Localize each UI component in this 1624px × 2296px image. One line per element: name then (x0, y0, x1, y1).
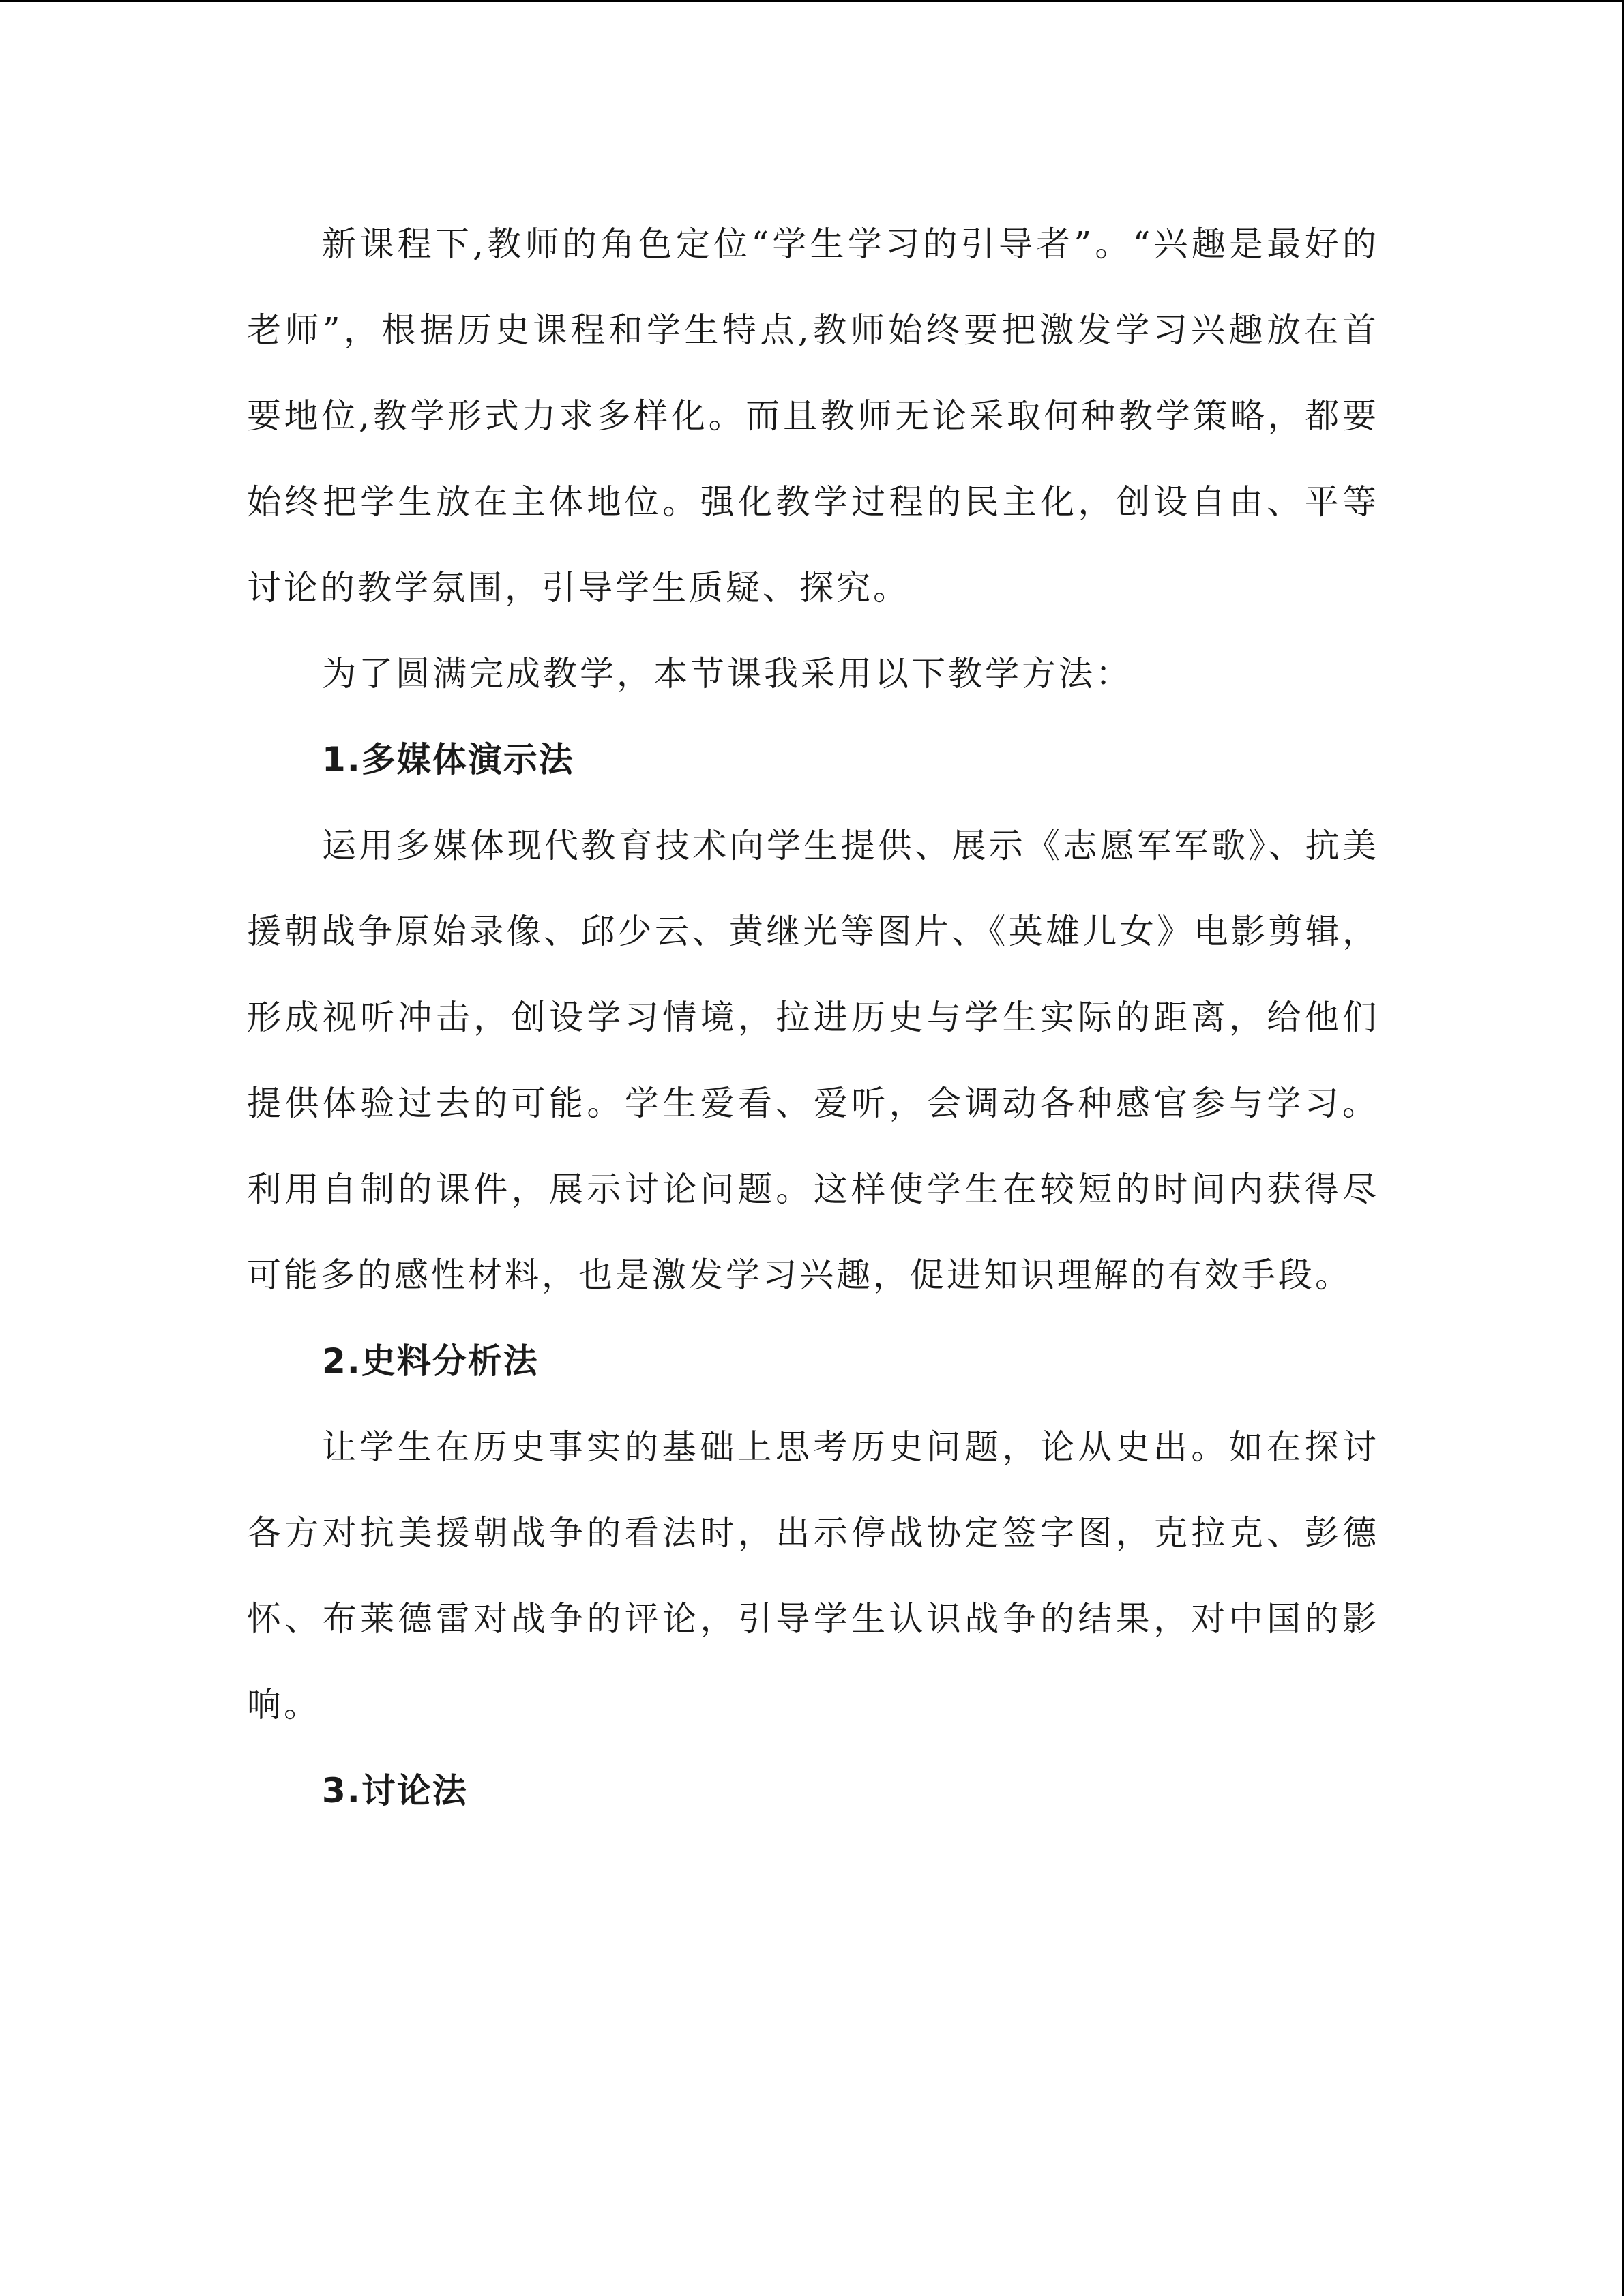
heading-discussion-method: 3.讨论法 (322, 1771, 468, 1810)
paragraph-multimedia-method: 运用多媒体现代教育技术向学生提供、展示《志愿军军歌》、抗美援朝战争原始录像、邱少云、黄继光等图片、《英雄儿女》电影剪辑，形成视听冲击，创设学习情境，拉进历史与学生实际的距离，给他们提供体验过去的可能。学生爱看、爱听，会调动各种感官参与学习。利用自制的课件，展示讨论问题。这样使学生在较短的时间内获得尽可能多的感性材料，也是激发学习兴趣，促进知识理解的有效手段。 (247, 826, 1379, 1295)
document-body (247, 201, 1379, 1834)
page-top-border (0, 0, 1624, 2)
paragraph-methods-intro: 为了圆满完成教学，本节课我采用以下教学方法： (322, 654, 1132, 694)
paragraph-source-analysis-method: 让学生在历史事实的基础上思考历史问题，论从史出。如在探讨各方对抗美援朝战争的看法时，出示停战协定签字图，克拉克、彭德怀、布莱德雷对战争的评论，引导学生认识战争的结果，对中国的影响。 (247, 1427, 1379, 1725)
heading-multimedia-method: 1.多媒体演示法 (322, 740, 574, 779)
paragraph-teacher-role: 新课程下,教师的角色定位“学生学习的引导者”。“兴趣是最好的老师”，根据历史课程和学生特点,教师始终要把激发学习兴趣放在首要地位,教学形式力求多样化。而且教师无论采取何种教学策略，都要始终把学生放在主体地位。强化教学过程的民主化，创设自由、平等讨论的教学氛围，引导学生质疑、探究。 (247, 224, 1379, 608)
heading-source-analysis-method: 2.史料分析法 (322, 1341, 539, 1381)
